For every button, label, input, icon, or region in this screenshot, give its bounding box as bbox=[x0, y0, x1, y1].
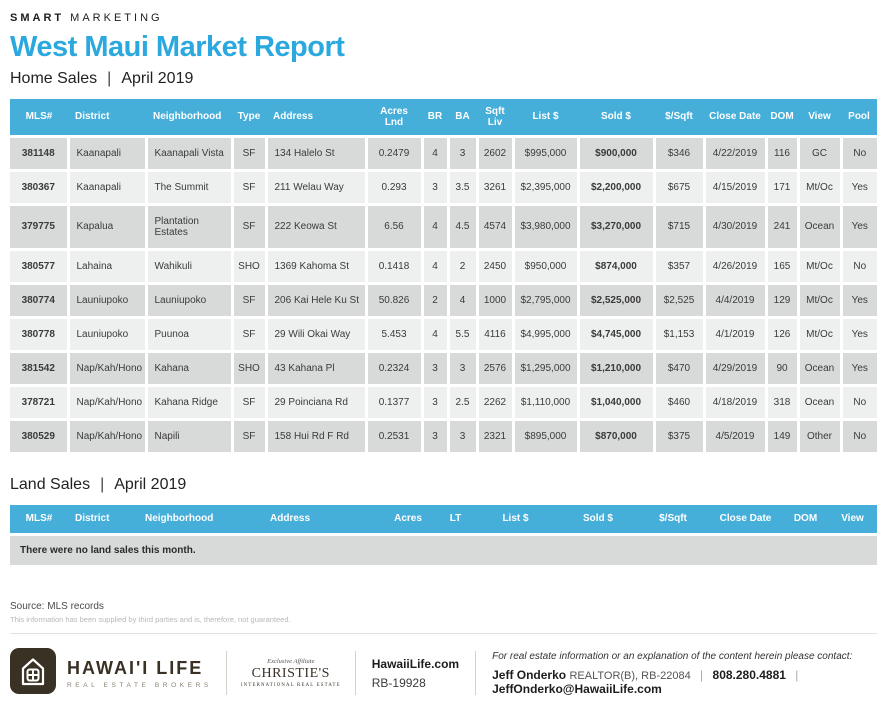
cell-address: 206 Kai Hele Ku St bbox=[266, 283, 366, 317]
header-row bbox=[10, 505, 877, 535]
cell-pool: Yes bbox=[841, 170, 877, 204]
cell-list: $2,395,000 bbox=[513, 170, 578, 204]
brand-smart: SMART bbox=[10, 12, 65, 24]
table-row bbox=[10, 419, 877, 453]
cell-sold: $2,200,000 bbox=[578, 170, 654, 204]
footer-divider bbox=[10, 633, 877, 634]
cell-ba: 3 bbox=[448, 351, 477, 385]
cell-mls[interactable]: 380774 bbox=[10, 283, 68, 317]
cell-sold: $4,745,000 bbox=[578, 317, 654, 351]
table-row bbox=[10, 204, 877, 249]
cell-address: 134 Halelo St bbox=[266, 136, 366, 170]
license-number: RB-19928 bbox=[371, 675, 426, 690]
column-header-sold: Sold $ bbox=[558, 505, 638, 535]
column-header-neighborhood: Neighborhood bbox=[138, 505, 263, 535]
cell-district: Nap/Kah/Hono bbox=[68, 385, 146, 419]
header-row bbox=[10, 99, 877, 136]
empty-row bbox=[10, 535, 877, 567]
land-sales-heading bbox=[10, 476, 877, 494]
cell-mls[interactable]: 380577 bbox=[10, 249, 68, 283]
cell-neighborhood: The Summit bbox=[146, 170, 232, 204]
cell-type: SF bbox=[232, 136, 266, 170]
footer bbox=[10, 645, 877, 701]
cell-acres: 5.453 bbox=[366, 317, 422, 351]
cell-view: Ocean bbox=[798, 204, 841, 249]
cell-close: 4/22/2019 bbox=[704, 136, 766, 170]
cell-br: 3 bbox=[422, 170, 448, 204]
source-block bbox=[10, 601, 877, 624]
column-header-list: List $ bbox=[513, 99, 578, 136]
brand bbox=[10, 12, 877, 24]
cell-address: 158 Hui Rd F Rd bbox=[266, 419, 366, 453]
cell-view: GC bbox=[798, 136, 841, 170]
land-sales-table-head bbox=[10, 505, 877, 535]
cell-sqft: 2602 bbox=[477, 136, 513, 170]
cell-address: 1369 Kahoma St bbox=[266, 249, 366, 283]
cell-close: 4/4/2019 bbox=[704, 283, 766, 317]
cell-psf: $675 bbox=[654, 170, 704, 204]
cell-address: 29 Poinciana Rd bbox=[266, 385, 366, 419]
cell-list: $2,795,000 bbox=[513, 283, 578, 317]
contact-block bbox=[476, 651, 877, 696]
cell-pool: No bbox=[841, 385, 877, 419]
contact-title: REALTOR(B), RB-22084 bbox=[569, 669, 691, 682]
column-header-lt: LT bbox=[438, 505, 473, 535]
disclaimer-line: This information has been supplied by third parties and is, therefore, not guaranteed. bbox=[10, 615, 291, 624]
column-header-sqft: Sqft Liv bbox=[477, 99, 513, 136]
cell-neighborhood: Kaanapali Vista bbox=[146, 136, 232, 170]
page-title: West Maui Market Report bbox=[10, 31, 345, 63]
cell-type: SF bbox=[232, 283, 266, 317]
christies-logo bbox=[227, 658, 355, 688]
cell-list: $4,995,000 bbox=[513, 317, 578, 351]
contact-line bbox=[492, 668, 877, 696]
cell-br: 3 bbox=[422, 385, 448, 419]
cell-close: 4/15/2019 bbox=[704, 170, 766, 204]
cell-ba: 2 bbox=[448, 249, 477, 283]
hawaii-life-wordmark bbox=[67, 658, 212, 689]
cell-sqft: 2262 bbox=[477, 385, 513, 419]
cell-dom: 241 bbox=[766, 204, 798, 249]
cell-sqft: 3261 bbox=[477, 170, 513, 204]
cell-close: 4/30/2019 bbox=[704, 204, 766, 249]
column-header-view: View bbox=[798, 99, 841, 136]
cell-neighborhood: Puunoa bbox=[146, 317, 232, 351]
cell-br: 4 bbox=[422, 136, 448, 170]
home-sales-table-body bbox=[10, 136, 877, 453]
land-sales-table bbox=[10, 505, 877, 569]
cell-address: 211 Welau Way bbox=[266, 170, 366, 204]
cell-neighborhood: Wahikuli bbox=[146, 249, 232, 283]
column-header-br: BR bbox=[422, 99, 448, 136]
cell-ba: 3 bbox=[448, 419, 477, 453]
cell-close: 4/5/2019 bbox=[704, 419, 766, 453]
cell-address: 29 Wili Okai Way bbox=[266, 317, 366, 351]
contact-email[interactable]: JeffOnderko@HawaiiLife.com bbox=[492, 681, 662, 696]
cell-sold: $1,210,000 bbox=[578, 351, 654, 385]
website-block bbox=[356, 657, 475, 690]
cell-ba: 2.5 bbox=[448, 385, 477, 419]
cell-pool: Yes bbox=[841, 204, 877, 249]
cell-ba: 4.5 bbox=[448, 204, 477, 249]
home-sales-period: April 2019 bbox=[121, 70, 194, 87]
cell-neighborhood: Launiupoko bbox=[146, 283, 232, 317]
cell-acres: 0.2479 bbox=[366, 136, 422, 170]
cell-neighborhood: Napili bbox=[146, 419, 232, 453]
brand-marketing: MARKETING bbox=[70, 12, 163, 24]
cell-list: $895,000 bbox=[513, 419, 578, 453]
cell-acres: 0.2531 bbox=[366, 419, 422, 453]
column-header-neighborhood: Neighborhood bbox=[146, 99, 232, 136]
cell-district: Kapalua bbox=[68, 204, 146, 249]
cell-view: Mt/Oc bbox=[798, 283, 841, 317]
cell-ba: 5.5 bbox=[448, 317, 477, 351]
cell-psf: $470 bbox=[654, 351, 704, 385]
contact-name: Jeff Onderko bbox=[492, 667, 567, 682]
contact-phone: 808.280.4881 bbox=[712, 667, 786, 682]
home-sales-label: Home Sales bbox=[10, 70, 98, 87]
cell-list: $1,110,000 bbox=[513, 385, 578, 419]
cell-dom: 90 bbox=[766, 351, 798, 385]
cell-district: Launiupoko bbox=[68, 317, 146, 351]
column-header-view: View bbox=[828, 505, 877, 535]
column-header-list: List $ bbox=[473, 505, 558, 535]
cell-psf: $357 bbox=[654, 249, 704, 283]
cell-ba: 3 bbox=[448, 136, 477, 170]
house-icon bbox=[10, 648, 56, 699]
cell-sqft: 4116 bbox=[477, 317, 513, 351]
column-header-close: Close Date bbox=[708, 505, 783, 535]
cell-sold: $1,040,000 bbox=[578, 385, 654, 419]
cell-type: SF bbox=[232, 170, 266, 204]
cell-type: SHO bbox=[232, 249, 266, 283]
column-header-close: Close Date bbox=[704, 99, 766, 136]
cell-sold: $3,270,000 bbox=[578, 204, 654, 249]
column-header-mls: MLS# bbox=[10, 505, 68, 535]
hawaii-life-logo bbox=[10, 648, 226, 699]
cell-pool: No bbox=[841, 419, 877, 453]
column-header-pool: Pool bbox=[841, 99, 877, 136]
table-row bbox=[10, 136, 877, 170]
cell-address: 43 Kahana Pl bbox=[266, 351, 366, 385]
cell-dom: 116 bbox=[766, 136, 798, 170]
column-header-dom: DOM bbox=[766, 99, 798, 136]
contact-separator: | bbox=[700, 667, 704, 682]
cell-mls[interactable]: 379775 bbox=[10, 204, 68, 249]
cell-close: 4/29/2019 bbox=[704, 351, 766, 385]
cell-close: 4/26/2019 bbox=[704, 249, 766, 283]
column-header-district: District bbox=[68, 505, 138, 535]
christies-affiliate: Exclusive Affiliate bbox=[267, 658, 315, 665]
cell-mls[interactable]: 381542 bbox=[10, 351, 68, 385]
cell-dom: 149 bbox=[766, 419, 798, 453]
column-header-ba: BA bbox=[448, 99, 477, 136]
cell-sqft: 2321 bbox=[477, 419, 513, 453]
cell-psf: $715 bbox=[654, 204, 704, 249]
contact-intro: For real estate information or an explanation of the content herein please contact: bbox=[492, 650, 853, 662]
cell-address: 222 Keowa St bbox=[266, 204, 366, 249]
cell-br: 4 bbox=[422, 249, 448, 283]
cell-ba: 4 bbox=[448, 283, 477, 317]
cell-district: Nap/Kah/Hono bbox=[68, 419, 146, 453]
cell-br: 2 bbox=[422, 283, 448, 317]
cell-neighborhood: Plantation Estates bbox=[146, 204, 232, 249]
cell-sqft: 1000 bbox=[477, 283, 513, 317]
column-header-dom: DOM bbox=[783, 505, 828, 535]
table-row bbox=[10, 317, 877, 351]
cell-psf: $460 bbox=[654, 385, 704, 419]
cell-mls[interactable]: 381148 bbox=[10, 136, 68, 170]
cell-psf: $1,153 bbox=[654, 317, 704, 351]
land-sales-table-body bbox=[10, 535, 877, 567]
column-header-district: District bbox=[68, 99, 146, 136]
cell-dom: 165 bbox=[766, 249, 798, 283]
cell-pool: Yes bbox=[841, 283, 877, 317]
column-header-type: Type bbox=[232, 99, 266, 136]
cell-mls[interactable]: 378721 bbox=[10, 385, 68, 419]
column-header-psf: $/Sqft bbox=[638, 505, 708, 535]
cell-district: Lahaina bbox=[68, 249, 146, 283]
cell-dom: 318 bbox=[766, 385, 798, 419]
cell-acres: 50.826 bbox=[366, 283, 422, 317]
cell-acres: 0.2324 bbox=[366, 351, 422, 385]
table-row bbox=[10, 170, 877, 204]
cell-psf: $2,525 bbox=[654, 283, 704, 317]
cell-list: $995,000 bbox=[513, 136, 578, 170]
table-row bbox=[10, 283, 877, 317]
cell-close: 4/1/2019 bbox=[704, 317, 766, 351]
contact-separator: | bbox=[795, 667, 799, 682]
cell-pool: No bbox=[841, 136, 877, 170]
cell-list: $1,295,000 bbox=[513, 351, 578, 385]
cell-type: SF bbox=[232, 419, 266, 453]
cell-view: Ocean bbox=[798, 385, 841, 419]
cell-acres: 0.293 bbox=[366, 170, 422, 204]
home-sales-table bbox=[10, 99, 877, 455]
hawaii-life-tagline: REAL ESTATE BROKERS bbox=[67, 681, 212, 689]
home-sales-heading bbox=[10, 70, 877, 88]
column-header-sold: Sold $ bbox=[578, 99, 654, 136]
cell-list: $950,000 bbox=[513, 249, 578, 283]
cell-acres: 0.1377 bbox=[366, 385, 422, 419]
cell-sqft: 2576 bbox=[477, 351, 513, 385]
cell-sold: $874,000 bbox=[578, 249, 654, 283]
hawaii-life-name: HAWAI'I LIFE bbox=[67, 657, 204, 678]
cell-pool: Yes bbox=[841, 317, 877, 351]
table-row bbox=[10, 385, 877, 419]
table-row bbox=[10, 351, 877, 385]
cell-pool: Yes bbox=[841, 351, 877, 385]
cell-mls[interactable]: 380529 bbox=[10, 419, 68, 453]
cell-type: SF bbox=[232, 317, 266, 351]
cell-br: 4 bbox=[422, 204, 448, 249]
heading-separator: | bbox=[107, 70, 112, 87]
cell-mls[interactable]: 380367 bbox=[10, 170, 68, 204]
cell-pool: No bbox=[841, 249, 877, 283]
cell-view: Mt/Oc bbox=[798, 170, 841, 204]
cell-type: SHO bbox=[232, 351, 266, 385]
christies-subtitle: INTERNATIONAL REAL ESTATE bbox=[240, 683, 341, 688]
cell-dom: 126 bbox=[766, 317, 798, 351]
cell-district: Launiupoko bbox=[68, 283, 146, 317]
empty-message: There were no land sales this month. bbox=[10, 535, 877, 567]
website-link[interactable]: HawaiiLife.com bbox=[371, 656, 460, 671]
column-header-mls: MLS# bbox=[10, 99, 68, 136]
cell-br: 3 bbox=[422, 419, 448, 453]
cell-neighborhood: Kahana bbox=[146, 351, 232, 385]
cell-psf: $375 bbox=[654, 419, 704, 453]
column-header-address: Address bbox=[263, 505, 378, 535]
column-header-acres: Acres bbox=[378, 505, 438, 535]
column-header-psf: $/Sqft bbox=[654, 99, 704, 136]
cell-type: SF bbox=[232, 385, 266, 419]
cell-dom: 129 bbox=[766, 283, 798, 317]
cell-neighborhood: Kahana Ridge bbox=[146, 385, 232, 419]
cell-list: $3,980,000 bbox=[513, 204, 578, 249]
cell-ba: 3.5 bbox=[448, 170, 477, 204]
cell-acres: 0.1418 bbox=[366, 249, 422, 283]
cell-sqft: 2450 bbox=[477, 249, 513, 283]
cell-view: Mt/Oc bbox=[798, 317, 841, 351]
cell-mls[interactable]: 380778 bbox=[10, 317, 68, 351]
cell-sold: $900,000 bbox=[578, 136, 654, 170]
land-sales-period: April 2019 bbox=[114, 475, 187, 493]
cell-sqft: 4574 bbox=[477, 204, 513, 249]
cell-type: SF bbox=[232, 204, 266, 249]
cell-view: Other bbox=[798, 419, 841, 453]
cell-acres: 6.56 bbox=[366, 204, 422, 249]
land-sales-label: Land Sales bbox=[10, 475, 91, 493]
cell-sold: $2,525,000 bbox=[578, 283, 654, 317]
cell-psf: $346 bbox=[654, 136, 704, 170]
cell-close: 4/18/2019 bbox=[704, 385, 766, 419]
source-line: Source: MLS records bbox=[10, 601, 104, 612]
cell-view: Mt/Oc bbox=[798, 249, 841, 283]
christies-name: CHRISTIE'S bbox=[251, 666, 330, 681]
column-header-acres: Acres Lnd bbox=[366, 99, 422, 136]
home-sales-table-head bbox=[10, 99, 877, 136]
heading-separator: | bbox=[100, 475, 105, 493]
cell-district: Kaanapali bbox=[68, 170, 146, 204]
cell-br: 3 bbox=[422, 351, 448, 385]
cell-br: 4 bbox=[422, 317, 448, 351]
cell-district: Kaanapali bbox=[68, 136, 146, 170]
cell-district: Nap/Kah/Hono bbox=[68, 351, 146, 385]
cell-dom: 171 bbox=[766, 170, 798, 204]
table-row bbox=[10, 249, 877, 283]
cell-sold: $870,000 bbox=[578, 419, 654, 453]
cell-view: Ocean bbox=[798, 351, 841, 385]
column-header-address: Address bbox=[266, 99, 366, 136]
